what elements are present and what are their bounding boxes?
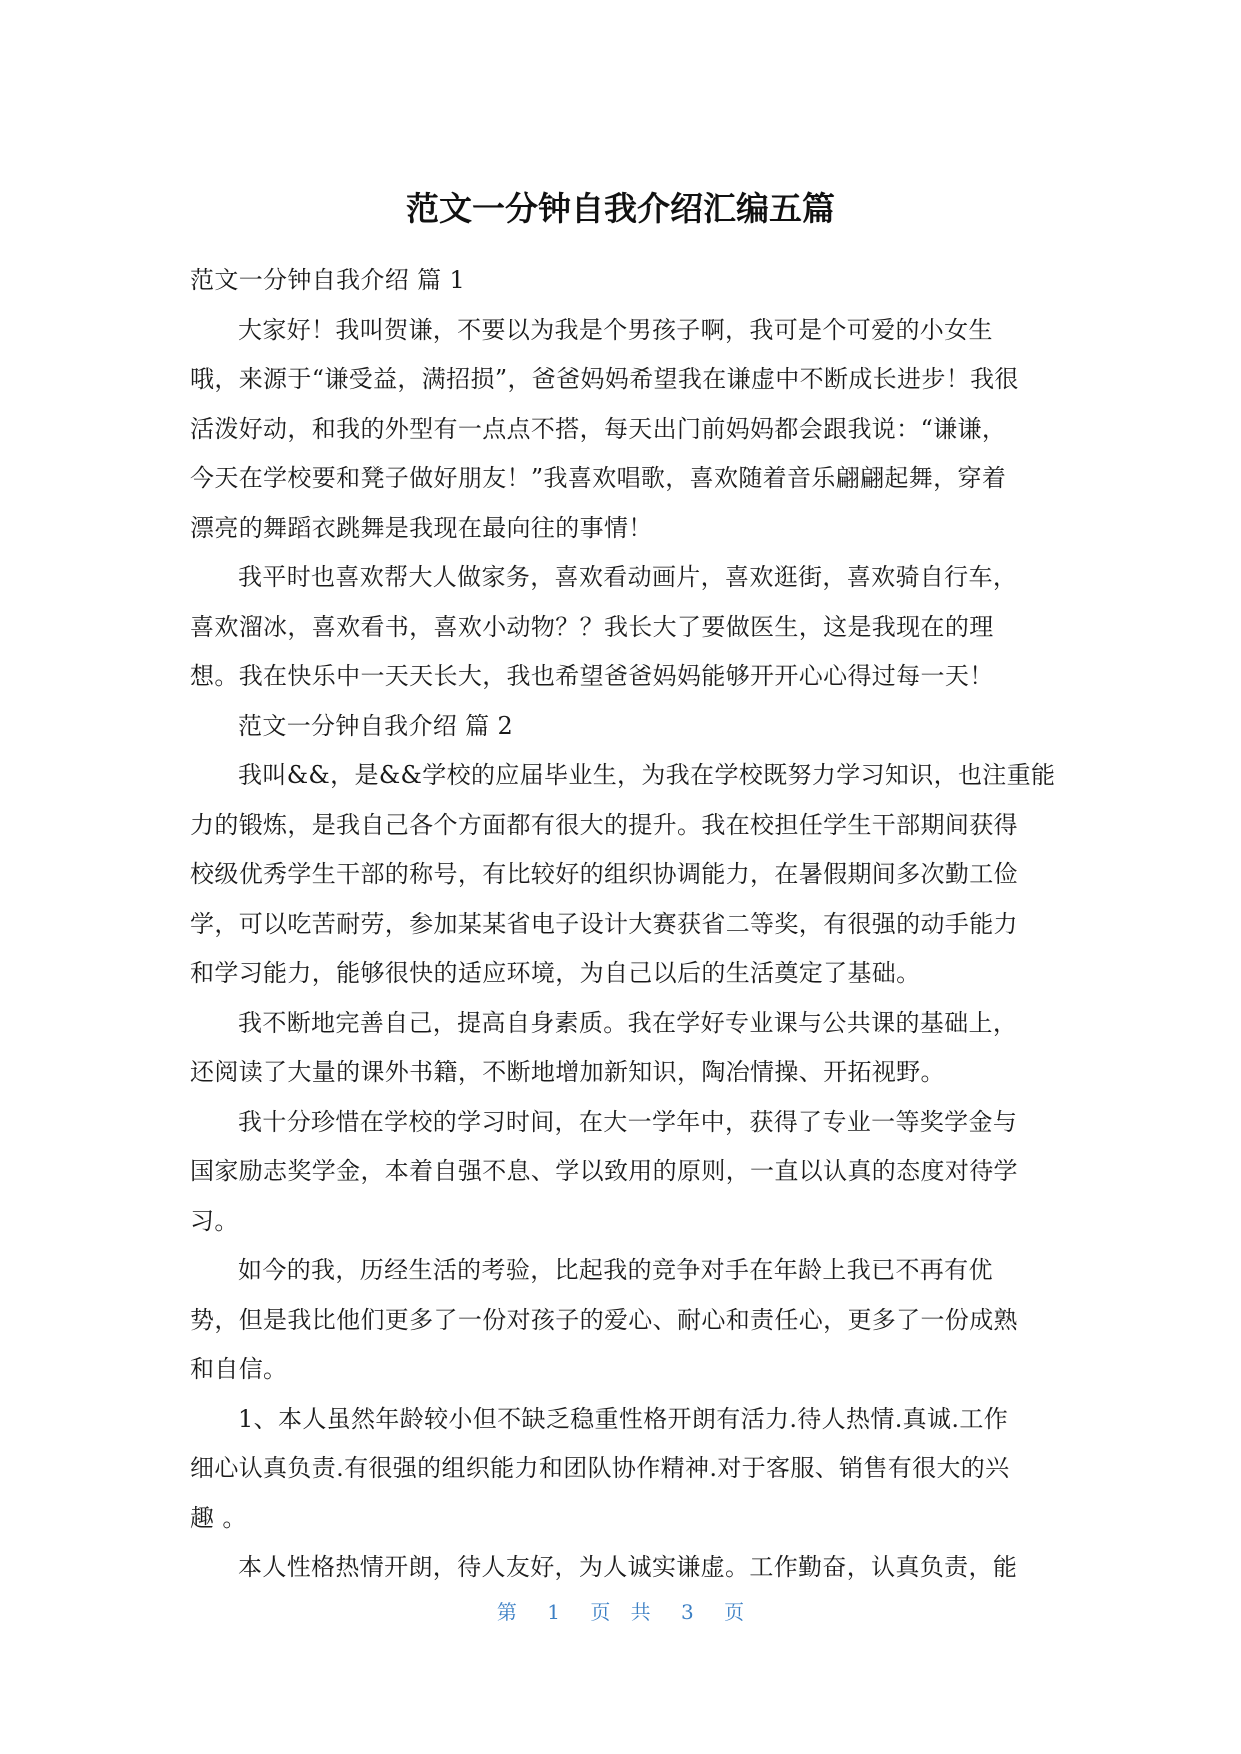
text-line: 大家好！我叫贺谦，不要以为我是个男孩子啊，我可是个可爱的小女生 bbox=[238, 315, 993, 344]
text-line: 势，但是我比他们更多了一份对孩子的爱心、耐心和责任心，更多了一份成熟 bbox=[190, 1305, 1018, 1334]
text-line: 我不断地完善自己，提高自身素质。我在学好专业课与公共课的基础上， bbox=[238, 1008, 1018, 1037]
text-line: 我十分珍惜在学校的学习时间，在大一学年中，获得了专业一等奖学金与 bbox=[238, 1107, 1018, 1136]
text-line: 本人性格热情开朗，待人友好，为人诚实谦虚。工作勤奋，认真负责，能 bbox=[238, 1553, 1018, 1581]
text-line: 哦，来源于“谦受益，满招损”，爸爸妈妈希望我在谦虚中不断成长进步！我很 bbox=[190, 365, 1019, 393]
text-line: 喜欢溜冰，喜欢看书，喜欢小动物？？我长大了要做医生，这是我现在的理 bbox=[190, 612, 994, 641]
text-line: 漂亮的舞蹈衣跳舞是我现在最向往的事情！ bbox=[190, 513, 653, 542]
text-line: 国家励志奖学金，本着自强不息、学以致用的原则，一直以认真的态度对待学 bbox=[190, 1157, 1018, 1185]
document-body bbox=[190, 256, 1056, 1593]
page-footer bbox=[0, 1598, 1241, 1626]
footer-word-page: 第 bbox=[496, 1600, 517, 1624]
text-line: 和自信。 bbox=[190, 1355, 288, 1383]
text-line: 范文一分钟自我介绍 篇 2 bbox=[238, 711, 514, 740]
text-line: 我叫&&，是&&学校的应届毕业生，为我在学校既努力学习知识，也注重能 bbox=[238, 761, 1056, 789]
footer-word-pages: 页 bbox=[724, 1600, 745, 1624]
footer-current-page: 1 bbox=[547, 1600, 560, 1624]
text-line: 范文一分钟自我介绍 篇 1 bbox=[190, 266, 466, 294]
text-line: 还阅读了大量的课外书籍，不断地增加新知识，陶冶情操、开拓视野。 bbox=[190, 1058, 945, 1086]
text-line: 想。我在快乐中一天天长大，我也希望爸爸妈妈能够开开心心得过每一天！ bbox=[190, 662, 994, 690]
text-line: 细心认真负责.有很强的组织能力和团队协作精神.对于客服、销售有很大的兴 bbox=[190, 1454, 1010, 1482]
text-line: 校级优秀学生干部的称号，有比较好的组织协调能力，在暑假期间多次勤工俭 bbox=[190, 860, 1018, 888]
text-line: 1、本人虽然年龄较小但不缺乏稳重性格开朗有活力.待人热情.真诚.工作 bbox=[238, 1404, 1009, 1433]
text-line: 趣 。 bbox=[190, 1503, 247, 1532]
text-line: 力的锻炼，是我自己各个方面都有很大的提升。我在校担任学生干部期间获得 bbox=[190, 810, 1018, 839]
text-line: 习。 bbox=[190, 1206, 239, 1235]
text-line: 和学习能力，能够很快的适应环境，为自己以后的生活奠定了基础。 bbox=[190, 959, 921, 987]
text-line: 活泼好动，和我的外型有一点点不搭，每天出门前妈妈都会跟我说：“谦谦， bbox=[190, 414, 1007, 443]
text-line: 我平时也喜欢帮大人做家务，喜欢看动画片，喜欢逛街，喜欢骑自行车， bbox=[238, 563, 1018, 591]
footer-total-pages: 3 bbox=[681, 1600, 694, 1624]
text-line: 学，可以吃苦耐劳，参加某某省电子设计大赛获省二等奖，有很强的动手能力 bbox=[190, 909, 1018, 938]
footer-word-page-of: 页 共 bbox=[590, 1600, 651, 1624]
text-line: 今天在学校要和凳子做好朋友！”我喜欢唱歌，喜欢随着音乐翩翩起舞，穿着 bbox=[190, 464, 1007, 492]
text-line: 如今的我，历经生活的考验，比起我的竞争对手在年龄上我已不再有优 bbox=[238, 1256, 993, 1284]
document-title: 范文一分钟自我介绍汇编五篇 bbox=[406, 189, 835, 228]
